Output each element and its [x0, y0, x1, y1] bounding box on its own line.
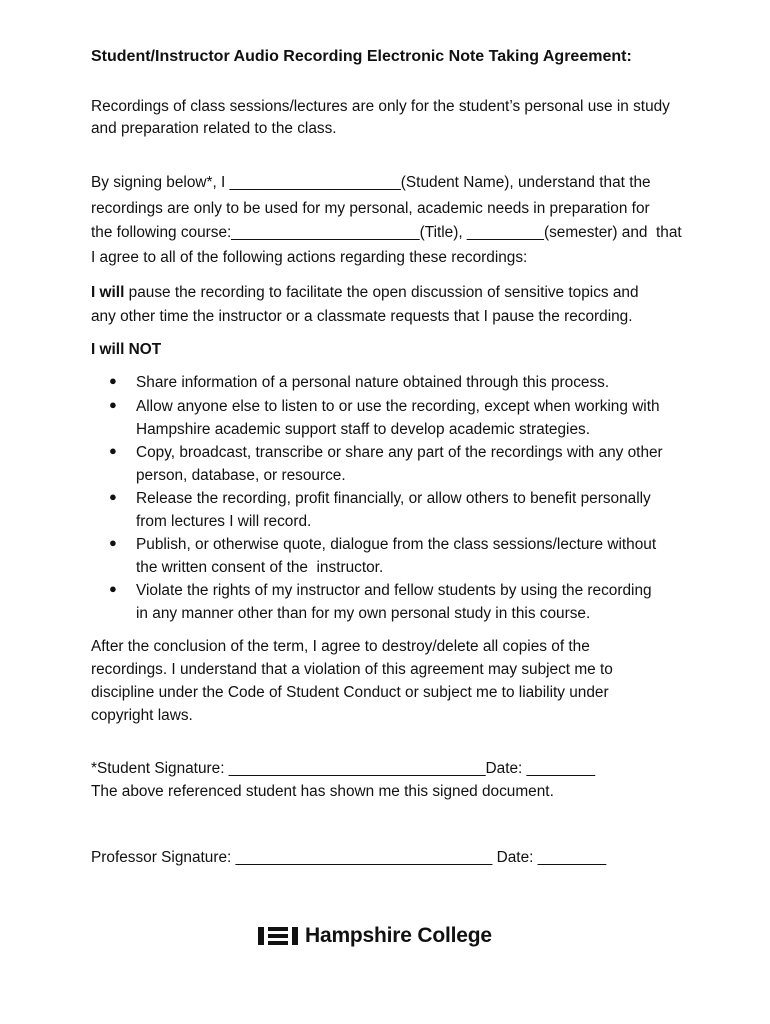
student-signature-field: *Student Signature: ______________________________Date: ________ — [91, 760, 596, 777]
hampshire-logo — [258, 924, 492, 948]
conclusion-line-3: discipline under the Code of Student Conduct or subject me to liability under — [91, 684, 609, 701]
bullet-icon: ● — [109, 443, 117, 458]
will-line-2: any other time the instructor or a classmate requests that I pause the recording. — [91, 308, 633, 325]
bullet-icon: ● — [109, 535, 117, 550]
logo-text: Hampshire College — [305, 924, 492, 947]
list-item-2-line-1: Allow anyone else to listen to or use the recording, except when working with — [136, 398, 660, 415]
signing-line-2: recordings are only to be used for my personal, academic needs in preparation for — [91, 200, 650, 217]
will-line-1 — [91, 281, 639, 304]
conclusion-line-4: copyright laws. — [91, 707, 193, 724]
list-item-6-line-1: Violate the rights of my instructor and fellow students by using the recording — [136, 582, 652, 599]
list-item-1-line-1: Share information of a personal nature obtained through this process. — [136, 374, 610, 391]
bullet-icon: ● — [109, 581, 117, 596]
list-item-4-line-2: from lectures I will record. — [136, 513, 312, 530]
will-not-heading: I will NOT — [91, 341, 162, 358]
signing-line-4: I agree to all of the following actions regarding these recordings: — [91, 249, 528, 266]
shown-statement: The above referenced student has shown me this signed document. — [91, 783, 554, 800]
bullet-icon: ● — [109, 489, 117, 504]
will-bold-lead: I will — [91, 284, 125, 301]
signing-line-1: By signing below*, I ____________________(Student Name), understand that the — [91, 174, 651, 191]
list-item-5-line-2: the written consent of the instructor. — [136, 559, 384, 576]
hampshire-logo-mark-icon — [258, 925, 298, 947]
list-item-3-line-2: person, database, or resource. — [136, 467, 346, 484]
conclusion-line-2: recordings. I understand that a violation of this agreement may subject me to — [91, 661, 613, 678]
bullet-icon: ● — [109, 397, 117, 412]
list-item-3-line-1: Copy, broadcast, transcribe or share any part of the recordings with any other — [136, 444, 663, 461]
conclusion-line-1: After the conclusion of the term, I agree to destroy/delete all copies of the — [91, 638, 590, 655]
intro-line-2: and preparation related to the class. — [91, 120, 337, 137]
intro-line-1: Recordings of class sessions/lectures are only for the student’s personal use in study — [91, 98, 670, 115]
list-item-5-line-1: Publish, or otherwise quote, dialogue from the class sessions/lecture without — [136, 536, 657, 553]
professor-signature-field: Professor Signature: ______________________________ Date: ________ — [91, 849, 607, 866]
list-item-6-line-2: in any manner other than for my own personal study in this course. — [136, 605, 591, 622]
document-title: Student/Instructor Audio Recording Electronic Note Taking Agreement: — [91, 48, 632, 65]
list-item-2-line-2: Hampshire academic support staff to develop academic strategies. — [136, 421, 590, 438]
bullet-icon: ● — [109, 373, 117, 388]
will-line-1-rest: pause the recording to facilitate the open discussion of sensitive topics and — [124, 284, 639, 301]
signing-line-3: the following course:______________________(Title), _________(semester) and that — [91, 224, 682, 241]
list-item-4-line-1: Release the recording, profit financially, or allow others to benefit personally — [136, 490, 651, 507]
